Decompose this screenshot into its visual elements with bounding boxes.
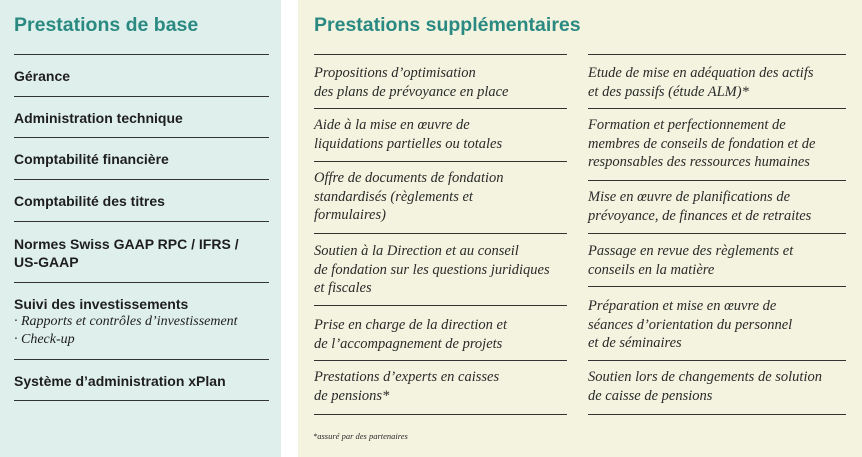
divider [588,108,846,109]
extra-item: Prestations d’experts en caisses de pensions* [314,369,500,404]
base-item-xplan: Système d’administration xPlan [14,373,226,389]
divider [314,54,567,55]
base-item-gerance: Gérance [14,68,71,84]
divider [314,108,567,109]
footnote: *assuré par des partenaires [313,431,408,441]
extra-item: Offre de documents de fondation standardisés (règlements et formulaires) [314,170,504,223]
divider [588,180,846,181]
sub-item-rapports: · Rapports et contrôles d’investissement [14,314,238,329]
divider [14,179,269,180]
extra-item: Prise en charge de la direction et de l’accompagnement de projets [314,317,508,352]
extra-item: Propositions d’optimisation des plans de prévoyance en place [314,65,509,100]
divider [588,54,846,55]
extra-item: Soutien lors de changements de solution de caisse de pensions [588,369,822,404]
sub-item-check-up: · Check-up [14,332,75,347]
divider [588,360,846,361]
divider [14,221,269,222]
divider [14,137,269,138]
divider [314,233,567,234]
additional-services-heading: Prestations supplémentaires [314,14,581,36]
base-item-normes [14,235,239,271]
divider [588,286,846,287]
divider [588,233,846,234]
divider [314,305,567,306]
base-item-normes-line2: US-GAAP [14,254,79,270]
extra-item: Aide à la mise en œuvre de liquidations partielles ou totales [314,117,503,152]
base-item-comptabilite-titres: Comptabilité des titres [14,193,165,209]
divider [314,414,567,415]
base-item-suivi-investissements [14,295,238,349]
divider [314,360,567,361]
base-item-administration-technique: Administration technique [14,110,183,126]
divider [14,54,269,55]
divider [14,96,269,97]
extra-item: Formation et perfectionnement de membres de conseils de fondation et de responsables des ressources humaines [588,117,816,170]
base-item-suivi-title: Suivi des investissements [14,296,189,312]
base-services-heading: Prestations de base [14,14,199,36]
divider [588,414,846,415]
divider [14,359,269,360]
extra-item: Mise en œuvre de planifications de prévoyance, de finances et de retraites [588,189,812,224]
divider [314,161,567,162]
base-item-normes-line1: Normes Swiss GAAP RPC / IFRS / [14,236,239,252]
extra-item: Préparation et mise en œuvre de séances d’orientation du personnel et de séminaires [588,298,793,351]
base-item-comptabilite-financiere: Comptabilité financière [14,151,169,167]
divider [14,282,269,283]
extra-item: Etude de mise en adéquation des actifs et des passifs (étude ALM)* [588,65,814,100]
divider [14,400,269,401]
extra-item: Passage en revue des règlements et conseils en la matière [588,243,794,278]
extra-item: Soutien à la Direction et au conseil de fondation sur les questions juridiques et fiscales [314,243,550,296]
